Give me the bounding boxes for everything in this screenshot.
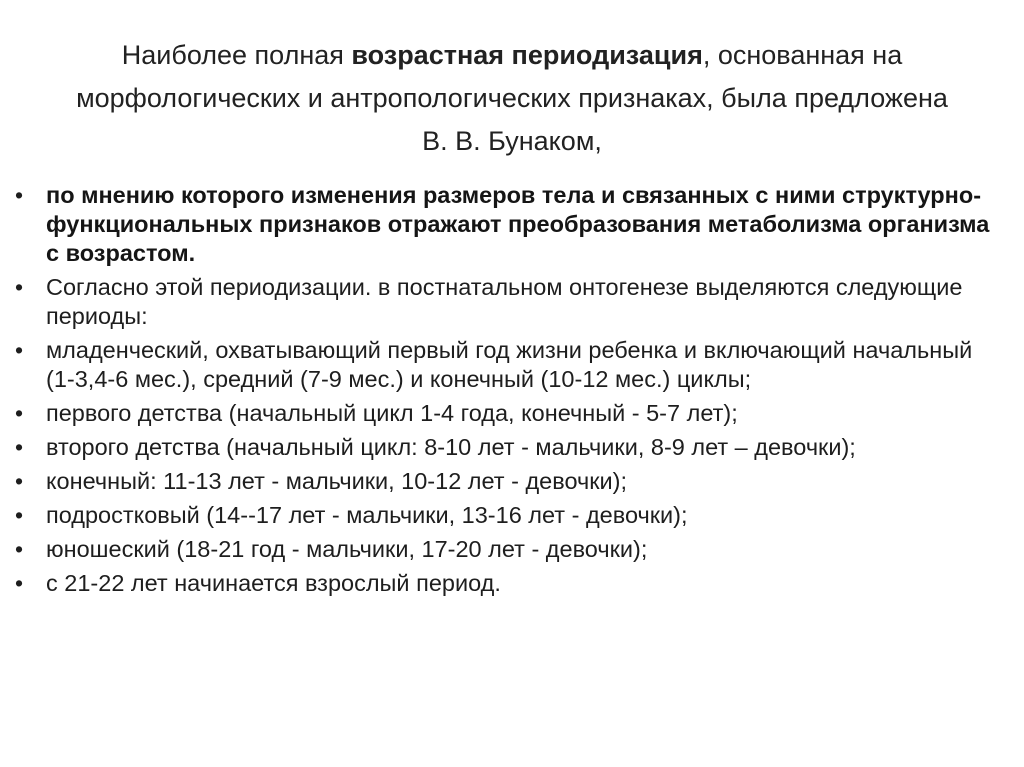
bullet-text: по мнению которого изменения размеров тела и связанных с ними структурно-функциональных признаков отражают преобразования метаболизма организма с возрастом.	[46, 182, 990, 266]
bullet-dot-icon: •	[14, 502, 24, 528]
bullet-dot-icon: •	[14, 434, 24, 460]
bullet-text: конечный: 11-13 лет - мальчики, 10-12 лет - девочки);	[46, 468, 628, 494]
bullet-dot-icon: •	[14, 337, 24, 363]
bullet-item	[0, 569, 1024, 598]
bullet-item	[0, 336, 1024, 394]
title-part-3: , основанная на морфологических и антропологических признаках, была предложена В. В. Бунаком,	[76, 40, 948, 156]
bullet-item	[0, 399, 1024, 428]
bullet-dot-icon: •	[14, 400, 24, 426]
bullet-item	[0, 535, 1024, 564]
bullet-item	[0, 273, 1024, 331]
bullet-dot-icon: •	[14, 536, 24, 562]
bullet-item	[0, 433, 1024, 462]
bullet-text: Согласно этой периодизации. в постнатальном онтогенезе выделяются следующие периоды:	[46, 274, 963, 329]
bullet-list	[0, 181, 1024, 603]
bullet-dot-icon: •	[14, 182, 24, 208]
bullet-dot-icon: •	[14, 274, 24, 300]
bullet-dot-icon: •	[14, 468, 24, 494]
bullet-text: второго детства (начальный цикл: 8-10 лет - мальчики, 8-9 лет – девочки);	[46, 434, 856, 460]
title-part-1: Наиболее полная	[121, 40, 352, 70]
bullet-text: юношеский (18-21 год - мальчики, 17-20 лет - девочки);	[46, 536, 648, 562]
title-emphasis: возрастная периодизация	[351, 40, 703, 70]
bullet-item	[0, 501, 1024, 530]
slide-title	[60, 34, 964, 163]
bullet-dot-icon: •	[14, 570, 24, 596]
bullet-text: с 21-22 лет начинается взрослый период.	[46, 570, 501, 596]
bullet-item	[0, 467, 1024, 496]
bullet-text: младенческий, охватывающий первый год жизни ребенка и включающий начальный (1-3,4-6 мес.), средний (7-9 мес.) и конечный (10-12 мес.) циклы;	[46, 337, 973, 392]
bullet-text: первого детства (начальный цикл 1-4 года, конечный - 5-7 лет);	[46, 400, 738, 426]
bullet-item	[0, 181, 1024, 268]
bullet-text: подростковый (14--17 лет - мальчики, 13-16 лет - девочки);	[46, 502, 688, 528]
